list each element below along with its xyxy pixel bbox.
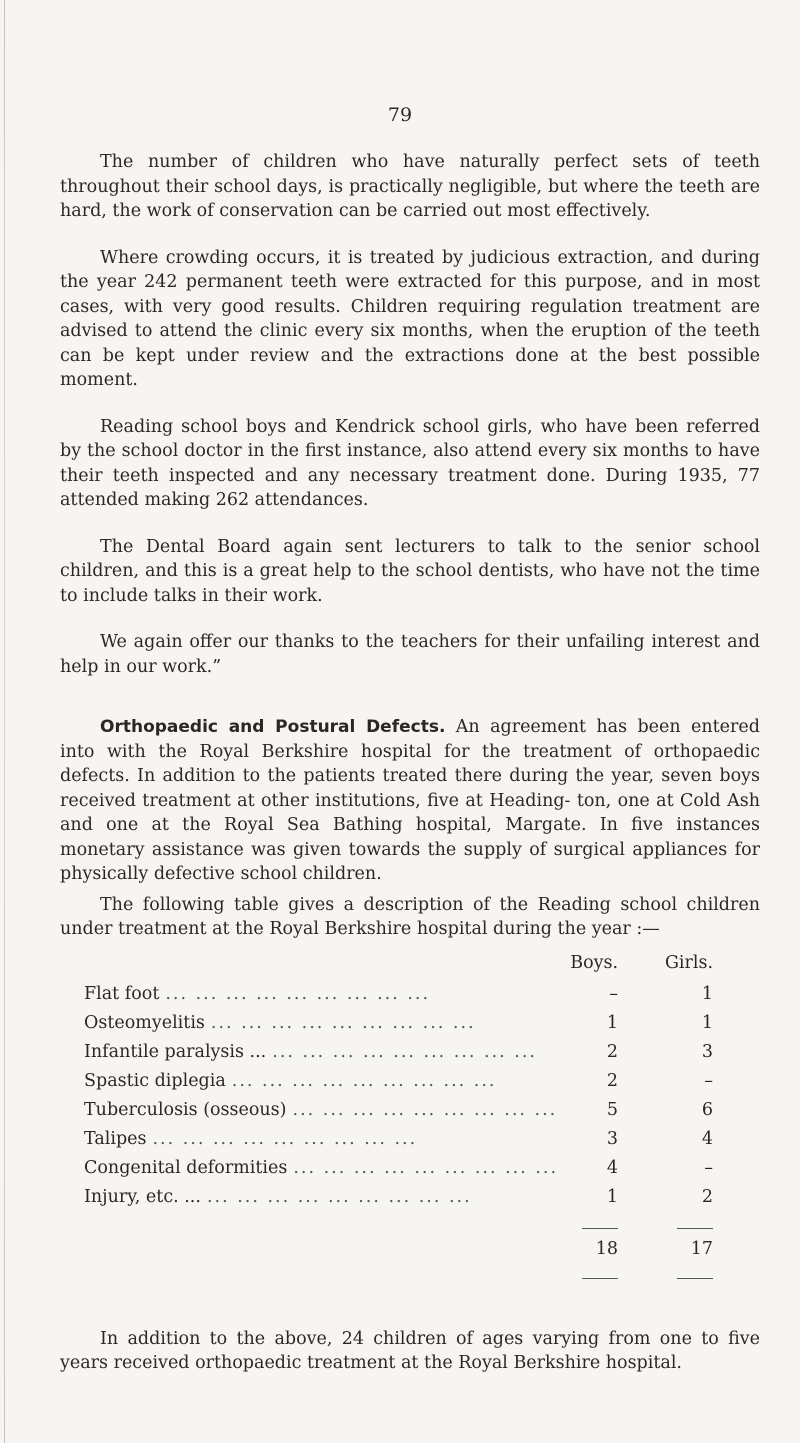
paragraph-thanks: We again offer our thanks to the teachers for their unfailing interest and help in our work.” xyxy=(60,632,760,677)
row-boys: 4 xyxy=(606,1157,619,1178)
row-condition: Infantile paralysis ... xyxy=(84,1042,272,1062)
table-row: Osteomyelitis ... ... ... ... ... ... ... ... ... 1 1 xyxy=(84,1009,713,1038)
row-condition: Tuberculosis (osseous) xyxy=(84,1100,293,1120)
row-condition: Injury, etc. ... xyxy=(84,1187,207,1207)
row-condition: Spastic diplegia xyxy=(84,1071,232,1091)
row-condition: Congenital deformities xyxy=(84,1158,293,1178)
row-condition: Osteomyelitis xyxy=(84,1013,211,1033)
row-condition: Talipes xyxy=(84,1129,152,1149)
table-row: Flat foot ... ... ... ... ... ... ... ... ... – 1 xyxy=(84,980,713,1009)
column-header-boys: Boys. xyxy=(570,953,619,974)
table-row: Infantile paralysis ... ... ... ... ... ... ... ... ... ... 2 3 xyxy=(84,1038,713,1067)
total-rule-top xyxy=(84,1212,713,1237)
table-row: Injury, etc. ... ... ... ... ... ... ... ... ... ... 1 2 xyxy=(84,1183,713,1212)
section-heading: Orthopaedic and Postural Defects. xyxy=(100,717,446,737)
column-header-girls: Girls. xyxy=(664,953,714,974)
table-total-row xyxy=(84,1236,713,1262)
paragraph-reading-kendrick: Reading school boys and Kendrick school girls, who have been referred by the school doctor in the first instance, also attend every six months to have their teeth inspected and any necessary treatment done. During 1935, 77 attended making 262 attendances. xyxy=(60,416,760,510)
total-girls: 17 xyxy=(690,1238,714,1259)
table-row: Spastic diplegia ... ... ... ... ... ... ... ... ... 2 – xyxy=(84,1067,713,1096)
row-girls: 2 xyxy=(701,1186,714,1207)
row-girls: 1 xyxy=(701,983,714,1004)
orthopaedic-text: An agreement has been entered into with the Royal Berkshire hospital for the treatment of orthopaedic defects. In addition to the patients treated there during the year, seven boys received treatment at other institutions, five at Heading- ton, one at Cold Ash and one at the Royal Sea Bathing hospital, Margate. In five instances monetary assistance was given towards the supply of surgical appliances for physically defective school children. xyxy=(60,717,760,884)
row-girls: 6 xyxy=(701,1099,714,1120)
orthopaedic-table xyxy=(84,948,713,1287)
row-boys: 5 xyxy=(606,1099,619,1120)
row-boys: 3 xyxy=(606,1128,619,1149)
row-girls: – xyxy=(704,1070,714,1091)
row-girls: 4 xyxy=(701,1128,714,1149)
total-boys: 18 xyxy=(595,1238,619,1259)
row-boys: 2 xyxy=(606,1041,619,1062)
closing-paragraph: In addition to the above, 24 children of ages varying from one to five years received orthopaedic treatment at the Royal Berkshire hospital. xyxy=(60,1328,760,1373)
row-condition: Flat foot xyxy=(84,984,165,1004)
page-edge xyxy=(4,0,5,1443)
document-body xyxy=(60,150,760,1398)
row-boys: 2 xyxy=(606,1070,619,1091)
row-girls: 1 xyxy=(701,1012,714,1033)
paragraph-teeth-conservation: The number of children who have naturally perfect sets of teeth throughout their school days, is practically negligible, but where the teeth are hard, the work of conservation can be carried out most effectively. xyxy=(60,152,760,221)
table-row: Congenital deformities ... ... ... ... ... ... ... ... ... 4 – xyxy=(84,1154,713,1183)
paragraph-crowding: Where crowding occurs, it is treated by judicious extraction, and during the year 242 permanent teeth were extracted for this purpose, and in most cases, with very good results. Children requiring regulation treatment are advised to attend the clinic every six months, when the eruption of the teeth can be kept under review and the extractions done at the best possible moment. xyxy=(60,247,760,390)
page-number: 79 xyxy=(387,104,413,126)
orthopaedic-paragraph xyxy=(60,715,760,887)
table-header xyxy=(84,948,713,980)
table-row: Talipes ... ... ... ... ... ... ... ... ... 3 4 xyxy=(84,1125,713,1154)
paragraph-dental-board: The Dental Board again sent lecturers to talk to the senior school children, and this is a great help to the school dentists, who have not the time to include talks in their work. xyxy=(60,536,760,606)
row-boys: 1 xyxy=(606,1012,619,1033)
table-intro: The following table gives a description of the Reading school children under treatment at the Royal Berkshire hospital during the year :— xyxy=(60,894,760,939)
row-girls: – xyxy=(704,1157,714,1178)
row-boys: – xyxy=(609,983,619,1004)
total-rule-bottom xyxy=(84,1262,713,1287)
row-girls: 3 xyxy=(701,1041,714,1062)
table-row: Tuberculosis (osseous) ... ... ... ... ... ... ... ... ... 5 6 xyxy=(84,1096,713,1125)
row-boys: 1 xyxy=(606,1186,619,1207)
